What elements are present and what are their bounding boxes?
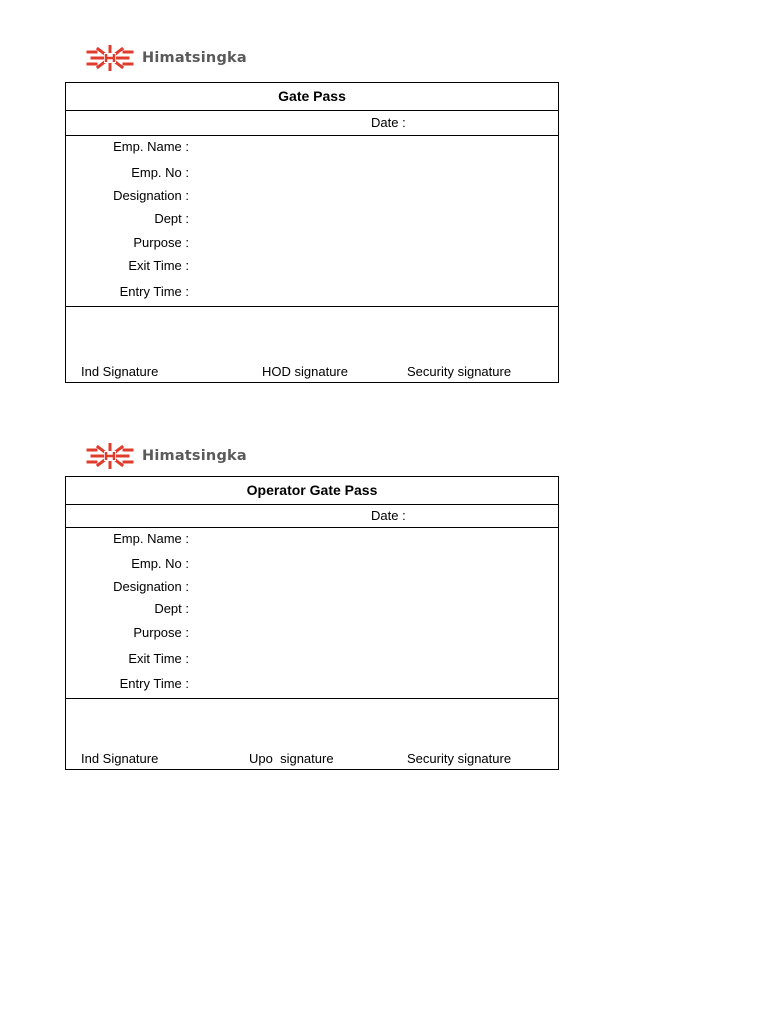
field-exit-time: Exit Time :: [128, 651, 189, 666]
field-designation: Designation :: [113, 188, 189, 203]
field-dept: Dept :: [154, 601, 189, 616]
signature-row: [66, 307, 558, 382]
hod-signature-label: HOD signature: [262, 364, 348, 379]
field-entry-time: Entry Time :: [119, 284, 189, 299]
signature-row: [66, 699, 558, 769]
date-label: Date :: [371, 508, 406, 523]
field-entry-time: Entry Time :: [119, 676, 189, 691]
field-emp-no: Emp. No :: [131, 165, 189, 180]
brand-name: Himatsingka: [142, 448, 247, 464]
form-title: Gate Pass: [66, 83, 558, 111]
himatsingka-logo-icon: [86, 443, 134, 469]
date-row: [66, 505, 558, 528]
field-dept: Dept :: [154, 211, 189, 226]
employee-fields: [66, 528, 558, 699]
himatsingka-logo-icon: [86, 45, 134, 71]
operator-gate-pass-box: [65, 476, 559, 770]
field-emp-no: Emp. No :: [131, 556, 189, 571]
date-row: [66, 111, 558, 136]
company-logo: [86, 443, 247, 469]
ind-signature-label: Ind Signature: [81, 751, 159, 766]
field-purpose: Purpose :: [133, 625, 189, 640]
form-title: Operator Gate Pass: [66, 477, 558, 505]
employee-fields: [66, 136, 558, 307]
field-designation: Designation :: [113, 579, 189, 594]
upo-signature-label: Upo signature: [249, 751, 334, 766]
field-emp-name: Emp. Name :: [113, 139, 189, 154]
gate-pass-box: [65, 82, 559, 383]
security-signature-label: Security signature: [407, 751, 512, 766]
security-signature-label: Security signature: [407, 364, 512, 379]
field-exit-time: Exit Time :: [128, 258, 189, 273]
company-logo: [86, 45, 247, 71]
ind-signature-label: Ind Signature: [81, 364, 159, 379]
brand-name: Himatsingka: [142, 50, 247, 66]
date-label: Date :: [371, 115, 406, 130]
field-purpose: Purpose :: [133, 235, 189, 250]
field-emp-name: Emp. Name :: [113, 531, 189, 546]
